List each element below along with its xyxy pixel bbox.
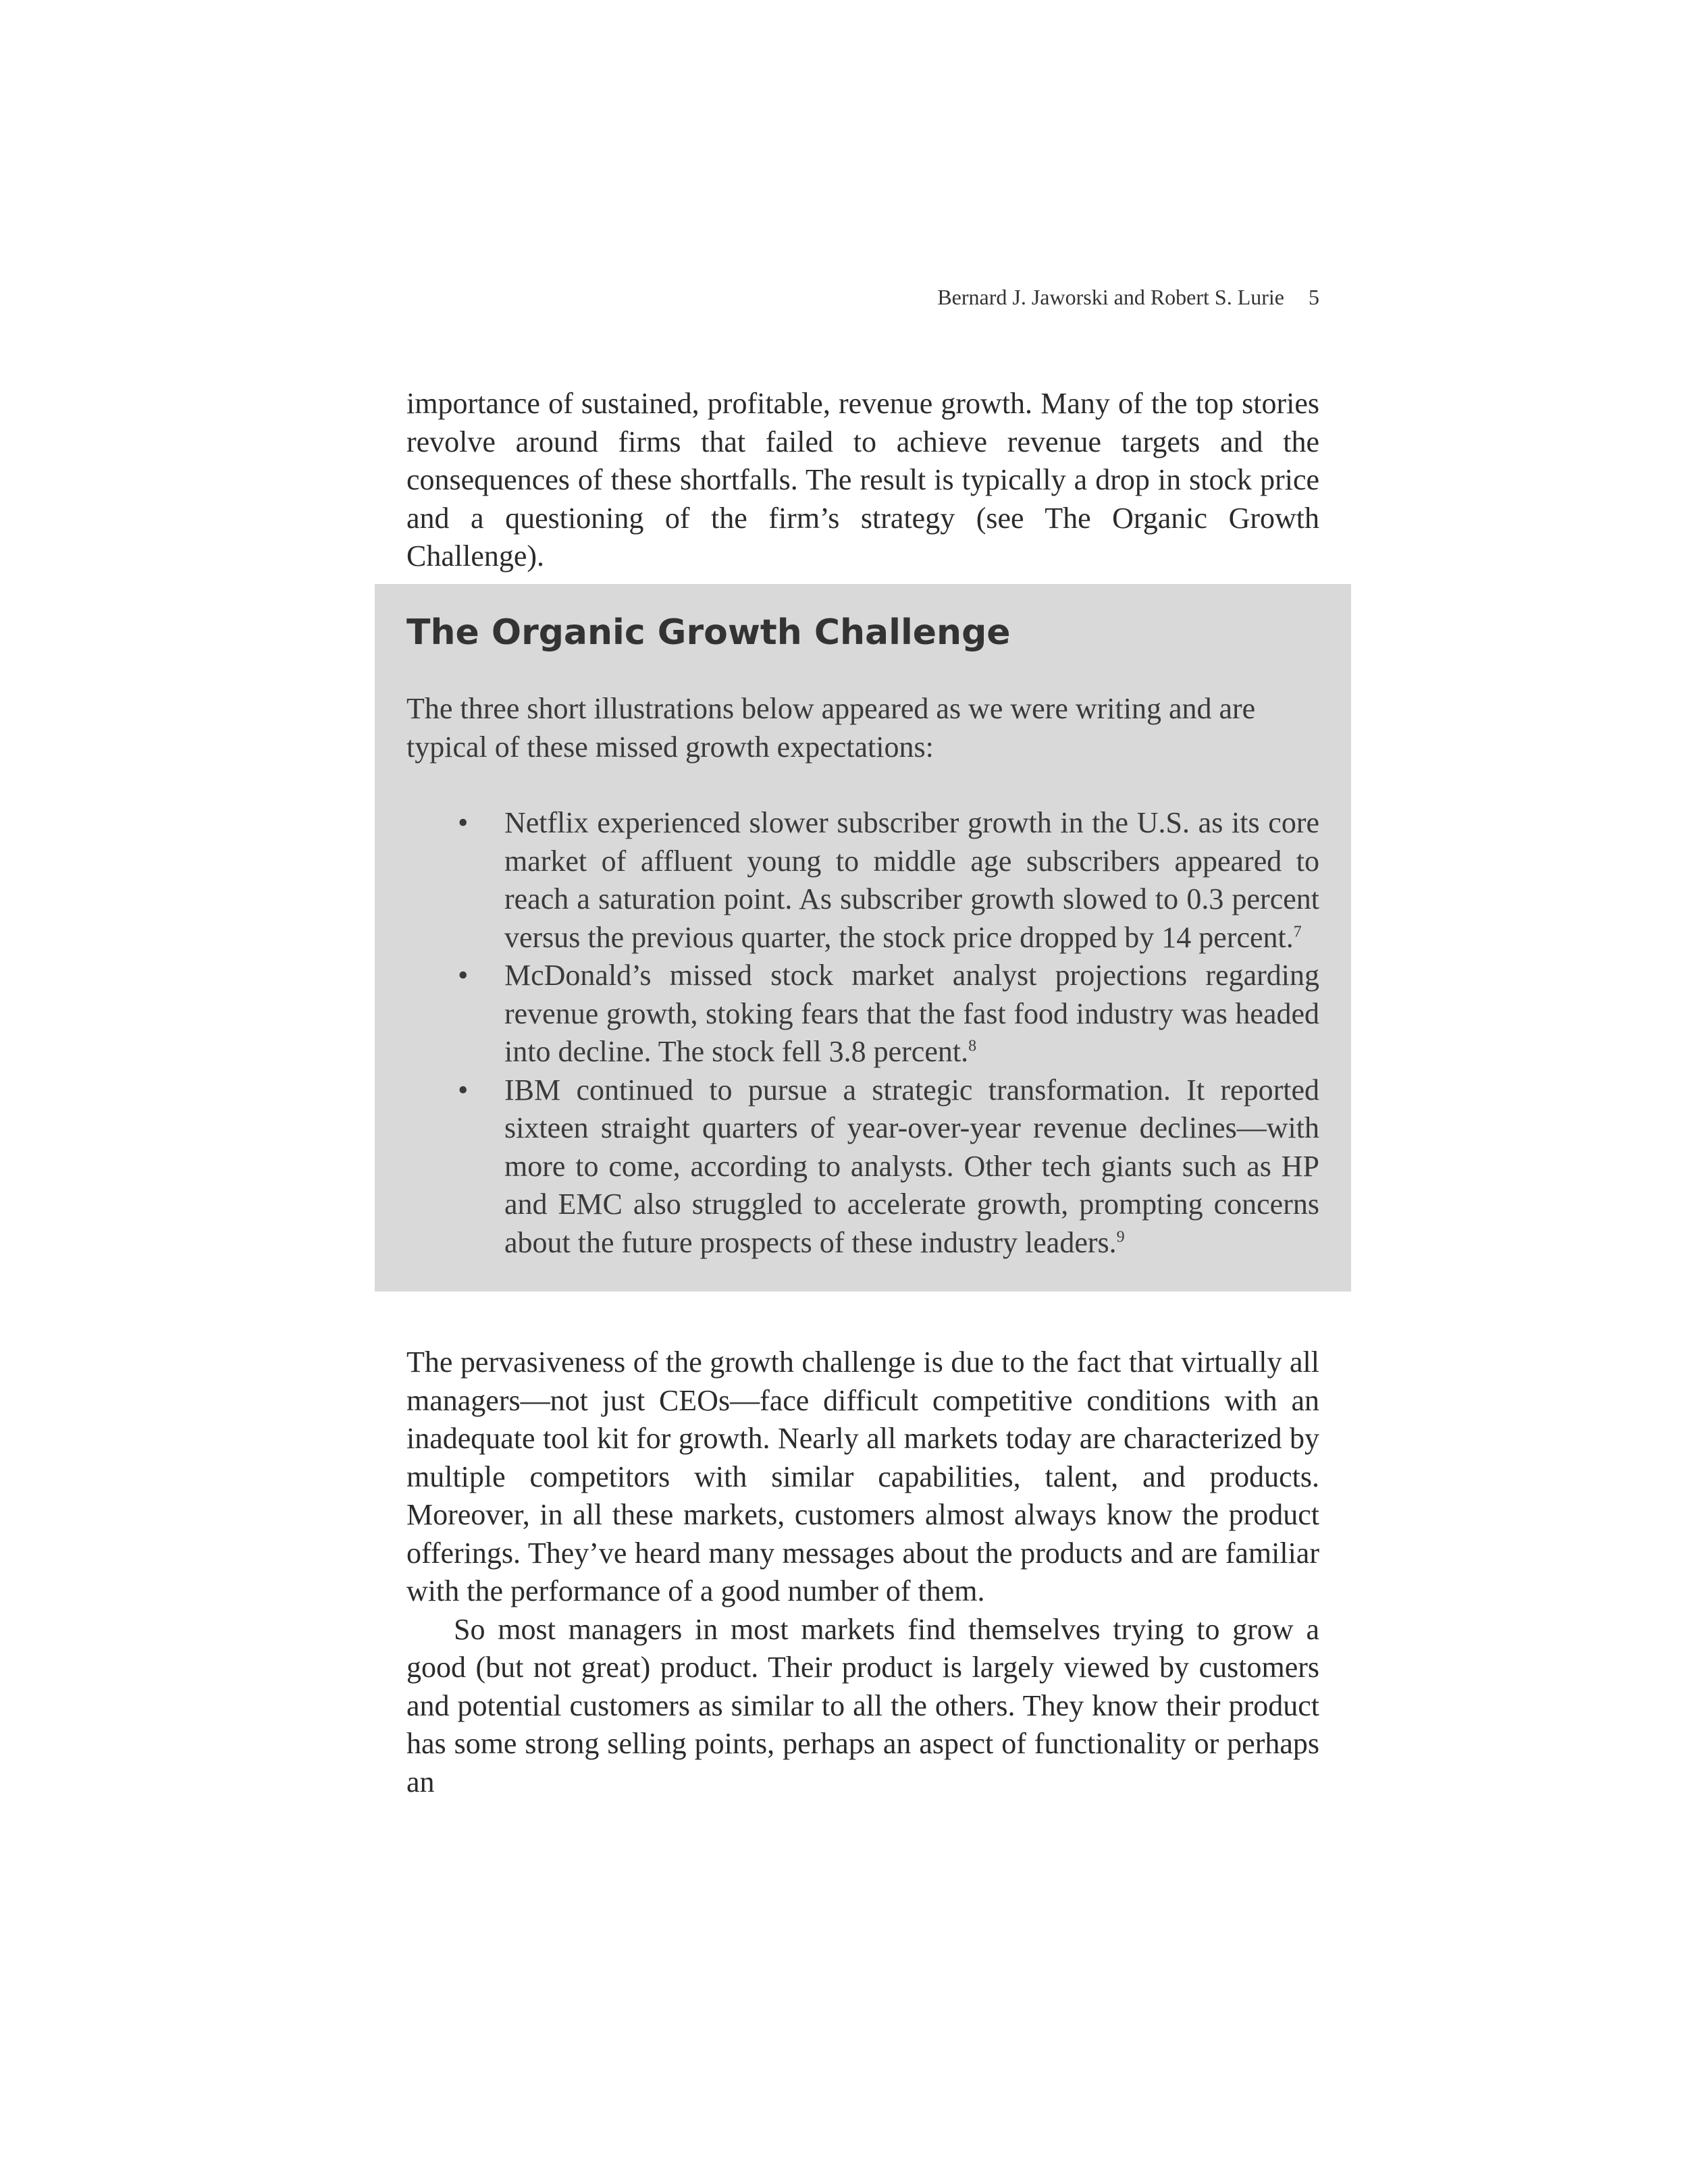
bullet-icon: • [458, 959, 469, 992]
list-item-text: McDonald’s missed stock market analyst projections regarding revenue growth, stoking fears that the fast food industry was headed into decline. The stock fell 3.8 percent. [504, 959, 1319, 1068]
intro-paragraph: importance of sustained, profitable, revenue growth. Many of the top stories revolve around firms that failed to achieve revenue targets and the consequences of these shortfalls. The result is typically a drop in stock price and a questioning of the firm’s strategy (see The Organic Growth Challenge). [406, 387, 1319, 572]
running-head [937, 284, 1319, 311]
footnote-ref: 7 [1293, 922, 1302, 940]
intro-paragraph-block [406, 385, 1319, 576]
page-number: 5 [1309, 285, 1319, 309]
sidebar-bullet-list [406, 804, 1319, 1262]
body-paragraph: The pervasiveness of the growth challenge is due to the fact that virtually all managers—not just CEOs—face difficult competitive conditions with an inadequate tool kit for growth. Nearly all markets today are characterized by multiple competitors with similar capabilities, talent, and products. Moreover, in all these markets, customers almost always know the product offerings. They’ve heard many messages about the products and are familiar with the performance of a good number of them. [406, 1346, 1319, 1607]
list-item-ibm [406, 1071, 1319, 1262]
list-item-mcdonalds [406, 957, 1319, 1071]
body-paragraph: So most managers in most markets find themselves trying to grow a good (but not great) product. Their product is largely viewed by customers and potential customers as similar to all the others. They know their product has some strong selling points, perhaps an aspect of functionality or perhaps an [406, 1612, 1319, 1799]
list-item-netflix [406, 804, 1319, 957]
sidebar-title: The Organic Growth Challenge [406, 612, 1011, 653]
footnote-ref: 8 [968, 1037, 977, 1055]
sidebar-intro: The three short illustrations below appeared as we were writing and are typical of these missed growth expectations: [406, 692, 1256, 764]
list-item-text: Netflix experienced slower subscriber growth in the U.S. as its core market of affluent young to middle age subscribers appeared to reach a saturation point. As subscriber growth slowed to 0.3 percent versus the previous quarter, the stock price dropped by 14 percent. [504, 806, 1319, 954]
organic-growth-sidebar [375, 584, 1351, 1291]
footnote-ref: 9 [1116, 1227, 1125, 1246]
bullet-icon: • [458, 806, 469, 839]
list-item-text: IBM continued to pursue a strategic transformation. It reported sixteen straight quarters of year-over-year revenue declines—with more to come, according to analysts. Other tech giants such as HP and EMC also struggled to accelerate growth, prompting concerns about the future prospects of these industry leaders. [504, 1073, 1319, 1259]
body-text-block [406, 1343, 1319, 1801]
running-head-authors: Bernard J. Jaworski and Robert S. Lurie [937, 285, 1284, 309]
bullet-icon: • [458, 1073, 469, 1107]
